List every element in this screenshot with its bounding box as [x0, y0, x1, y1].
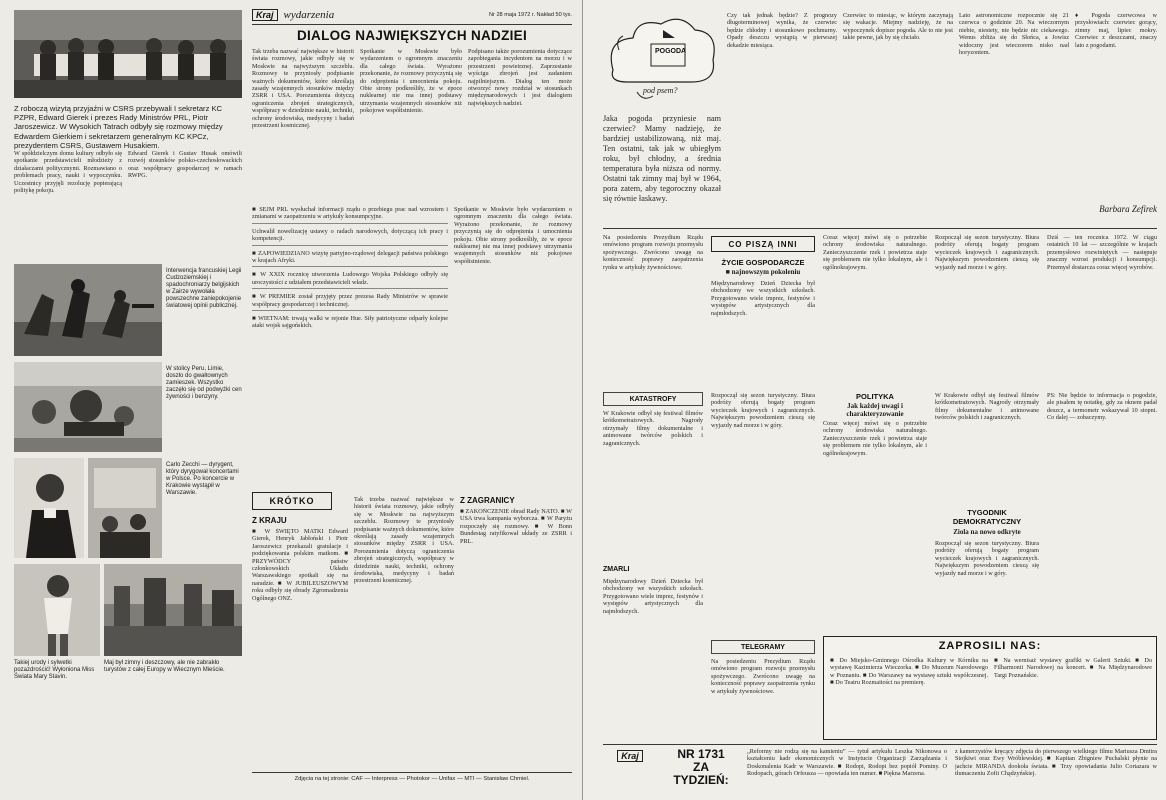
telegramy-text: Na posiedzeniu Prezydium Rządu omówiono program rozwoju przemysłu spożywczego. Zwrócono uwagę na konieczność poprawy zaopatrzenia rynku w artykuły żywnościowe.: [711, 658, 815, 695]
telegramy-title: TELEGRAMY: [741, 643, 785, 651]
col-b: Międzynarodowy Dzień Dziecka był obchodzony we wszystkich szkołach. Przygotowano wiele imprez, festynów i występów artystycznych dla najmłodszych.: [711, 280, 815, 317]
zmarli-title: ZMARLI: [603, 566, 630, 573]
z-kraju-title: Z KRAJU: [252, 516, 287, 525]
note-item: ■ SEJM PRL wysłuchał informacji rządu o przebiegu prac nad wzrostem i zmianami w zaopatrzeniu w artykuły konsumpcyjne.: [252, 206, 448, 224]
tygodnik-title: TYGODNIK DEMOKRATYCZNY: [952, 508, 1022, 526]
col-b2: Rozpoczął się sezon turystyczny. Biura podróży oferują bogaty program wycieczek krajowych i zagranicznych. Największym powodzeniem cieszą się wyjazdy nad morze i w góry.: [711, 392, 815, 429]
zaprosili-box: [823, 636, 1157, 740]
co-pisza-box: [711, 236, 815, 252]
caption-miss: Takiej urody i sylwetki pozazdrościć! Wyłoniona Miss Świata Mary Stavin.: [14, 660, 95, 680]
weather-badge-2: pod psem?: [643, 86, 678, 95]
masthead-date: Nr 28 maja 1972 r. Nakład 50 tys.: [488, 12, 572, 18]
krotko-text-col-2: Tak trzeba nazwać największe w historii świata rozmowy, jakie odbyły się w Moskwie na najwyższym szczeblu. Rozmowy te przyniosły podpisanie ważnych dokumentów, które określają zasady wzajemnych stosunków między ZSRR i USA. Porozumienia dotyczą ograniczenia zbrojeń strategicznych, współpracy w dziedzinie nauki, techniki, ochrony środowiska, medycyny i badań przestrzeni kosmicznej.: [354, 496, 454, 585]
co-pisza-title: CO PISZĄ INNI: [728, 239, 798, 249]
caption-zecchi: Carlo Zecchi — dyrygent, który dyrygował koncertami w Polsce. Po koncercie w Krakowie wystąpił w Warszawie.: [166, 462, 239, 496]
rome-photo: [104, 564, 242, 656]
zycie-sub: ■ najnowszym pokoleniu: [725, 268, 801, 276]
masthead-section: wydarzenia: [283, 9, 335, 21]
krotko-title: KRÓTKO: [269, 496, 315, 506]
telegramy-box: [711, 640, 815, 654]
zmarli-text: Międzynarodowy Dzień Dziecka był obchodzony we wszystkich szkołach. Przygotowano wiele imprez, festynów i występów artystycznych dla najmłodszych.: [603, 578, 703, 615]
right-narrow-column: Spotkanie w Moskwie było wydarzeniem o ogromnym znaczeniu dla całego świata. Wyrażono przekonanie, że rozmowy przyczynią się do odprężenia i umocnienia pokoju. Obie strony podkreśliły, że w epoce nuklearnej nie ma innej podstawy utrzymania wzajemnych stosunków niż pokojowe współistnienie.: [454, 206, 572, 265]
note-item: ■ W XXIX rocznicę utworzenia Ludowego Wojska Polskiego odbyły się uroczystości z udziałem przedstawicieli władz.: [252, 271, 448, 289]
note-item: ■ ZAPOWIEDZIANO wizytę partyjno-rządowej delegacji państwa polskiego w krajach Afryki.: [252, 250, 448, 268]
masthead: [252, 8, 572, 22]
col-d2: W Krakowie odbył się festiwal filmów krótkometrażowych. Nagrody otrzymały filmy dokumentalne i animowane twórców polskich i zagranicznych.: [935, 392, 1039, 422]
note-item: ■ WIETNAM: trwają walki w rejonie Hue. Siły patriotyczne odparły kolejne ataki wojsk sajgońskich.: [252, 315, 448, 330]
top-caption: Z roboczą wizytą przyjaźni w CSRS przebywali I sekretarz KC PZPR, Edward Gierek i prezes Rady Ministrów PRL, Piotr Jaroszewicz. W Wysokich Tatrach odbyły się rozmowy między Edwardem Gierkiem i sekretarzem generalnym KC KPCz, prezydentem CSRS, Gustawem Husakiem.: [14, 104, 223, 150]
right-page: [583, 0, 1166, 800]
col-a: Na posiedzeniu Prezydium Rządu omówiono program rozwoju przemysłu spożywczego. Zwrócono uwagę na konieczność poprawy zaopatrzenia rynku w artykuły żywnościowe.: [603, 234, 703, 271]
miss-world-photo: [14, 564, 100, 656]
peru-photo: [14, 362, 162, 452]
zagranica-text: ■ ZAKOŃCZENIE obrad Rady NATO. ■ W USA trwa kampania wyborcza. ■ W Paryżu rozpoczęły się rozmowy. ■ W Bonn Bundestag ratyfikował układy ze ZSRR i PRL.: [460, 508, 572, 545]
polityka-title: POLITYKA: [856, 392, 894, 401]
zaprosili-title: ZAPROSILI NAS:: [938, 640, 1042, 652]
issue-number-block: [661, 748, 741, 796]
katastrofy-box: [603, 392, 703, 406]
side-text-2: Edward Gierek i Gustav Husak omówili rozwój stosunków polsko-czechosłowackich oraz współpracy gospodarczej w ramach RWPG.: [128, 150, 242, 180]
katastrofy-text: W Krakowie odbył się festiwal filmów krótkometrażowych. Nagrody otrzymały filmy dokumentalne i animowane twórców polskich i zagranicznych.: [603, 410, 703, 447]
side-text-1: W spółdzielczym domu kultury odbyło się spotkanie przedstawicieli młodzieży z działaczami politycznymi. Rozmawiano o problemach pracy, nauki i wypoczynku. Uczestnicy przyjęli rezolucję popierającą politykę pokoju.: [14, 150, 122, 195]
weather-col-3: Czerwiec to miesiąc, w którym zaczynają się wakacje. Miejmy nadzieję, że na wypoczynek dopisze pogoda. Ale to nie jest takie pewne, jak by się chciało.: [843, 12, 953, 42]
zaprosili-text-1: ■ Do Miejsko-Gminnego Ośrodka Kultury w Kórniku na wystawę Kazimierza Wieczorka. ■ Do Muzeum Narodowego w Poznaniu. ■ Do Warszawy na wystawę sztuki współczesnej. ■ Do Teatru Rozmaitości na premierę.: [830, 657, 988, 687]
caption-rome: Maj był zimny i deszczowy, ale nie zabrakło turystów z całej Europy w Wiecznym Mieście.: [104, 660, 225, 673]
krotko-box: [252, 492, 332, 510]
bottom-rule-right: [603, 744, 1157, 745]
note-item: ■ W PREMIER został przyjęty przez prezesa Rady Ministrów w sprawie współpracy gospodarczej i technicznej.: [252, 293, 448, 311]
katastrofy-title: KATASTROFY: [629, 395, 677, 403]
weather-illustration: [603, 10, 721, 110]
audience-photo: [88, 458, 162, 558]
kraj-logo-block: [603, 750, 657, 792]
weather-intro: Jaka pogoda przyniesie nam czerwiec? Mamy nadzieję, że bardziej ustabilizowaną, niż maj. Ten ostatni, tak jak w ubiegłym roku, był chłodny, a średnia temperatura była niższa od normy. Ostatni tak zimny maj był w 1964, pora zatem, aby tegoroczny okazał się równie łaskawy.: [603, 114, 721, 203]
bottom-rule: [252, 772, 572, 773]
kraj-logo: Kraj: [617, 750, 643, 762]
weather-badge-1: POGODA: [655, 48, 687, 55]
weather-col-4: Lato astronomiczne rozpocznie się 21 czerwca o godzinie 20. Na wieczornym niebie, niestety, nie będzie nic ciekawego. Wenus zbliża się do Słońca, a Jowisz widoczny jest wieczorem nisko nad horyzontem.: [959, 12, 1069, 57]
soldiers-photo: [14, 264, 162, 356]
zycie-title: ŻYCIE GOSPODARCZE: [721, 258, 805, 267]
tygodnik-text: Rozpoczął się sezon turystyczny. Biura podróży oferują bogaty program wycieczek krajowych i zagranicznych. Największym powodzeniem cieszą się wyjazdy nad morze i w góry.: [935, 540, 1039, 577]
notes-list: [252, 206, 448, 486]
col-far: Dziś — ten rocznica 1972. W ciągu ostatnich 10 lat — szczególnie w krajach przemysłowo rozwiniętych — następuje znaczny wzrost produkcji i konsumpcji. Przemysł dostarcza coraz więcej wyrobów.: [1047, 234, 1157, 271]
z-zagranicy-title: Z ZAGRANICY: [460, 496, 515, 505]
note-item: Uchwalił nowelizację ustawy o radach narodowych, dotyczącą ich pracy i kompetencji.: [252, 228, 448, 246]
weather-col-2: Czy tak jednak będzie? Z prognozy długoterminowej wynika, że czerwiec będzie chłodny i stosunkowo pochmurny. Opady deszczu wystąpią w pierwszej dekadzie miesiąca.: [727, 12, 837, 49]
col-c: Coraz więcej mówi się o potrzebie ochrony środowiska naturalnego. Zanieczyszczenie rzek i powietrza staje się problemem nie tylko lokalnym, ale i ogólnokrajowym.: [823, 234, 927, 271]
caption-peru: W stolicy Peru, Limie, doszło do gwałtownych zamieszek. Wszystko zaczęło się od podwyżki cen żywności i benzyny.: [166, 366, 242, 400]
col-d: Rozpoczął się sezon turystyczny. Biura podróży oferują bogaty program wycieczek krajowych i zagranicznych. Największym powodzeniem cieszą się wyjazdy nad morze i w góry.: [935, 234, 1039, 271]
weather-note: ♦ Pogoda czerwcowa w przysłowiach: czerwiec gorący, zimny maj, lipiec mokry. Czerwiec z deszczami, znaczy lato z pogodami.: [1075, 12, 1157, 49]
issue-contents-1: „Reformy nie rodzą się na kamieniu” — tytuł artykułu Leszka Nikonowa o kształceniu kadr ekonomicznych w Instytucie Organizacji Zarządzania i Doskonalenia Kadr w Warszawie. ■ Rodopi, Rodopi bez popiół Pominy. O Rodopach, górach Orfeusza — opowiada ten numer. ■ Piękna Marzena.: [747, 748, 947, 778]
polityka-text: Coraz więcej mówi się o potrzebie ochrony środowiska naturalnego. Zanieczyszczenie rzek i powietrza staje się problemem nie tylko lokalnym, ale i ogólnokrajowym.: [823, 420, 927, 457]
caption-interwencja: Interwencja francuskiej Legii Cudzoziemskiej i spadochroniarzy belgijskich w Zairze wywołała powszechne zaniepokojenie światowej opinii publicznej.: [166, 268, 242, 309]
masthead-rule: [252, 24, 572, 25]
weather-rule: [603, 228, 1157, 229]
dialog-title: DIALOG NAJWIĘKSZYCH NADZIEI: [296, 28, 528, 43]
issue-contents-2: z kamerzystów kręcący zdjęcia do pierwszego wielkiego filmu Mariusza Dmitra Stojkiwi oraz Ewy Wróblewskiej. ■ Kapitan Zbigniew Puchalski płynie na jachcie MIRANDA dookoła świata. ■ Trzy opowiadania Julio Cortazara w tłumaczeniu Zofii Chądzyńskiej.: [955, 748, 1157, 778]
polityka-sub: Jak każdej uwagi i charakteryzowanie: [846, 402, 904, 418]
dialog-col-3: Podpisano także porozumienia dotyczące zapobiegania incydentom na morzu i w przestrzeni powietrznej. Zaprzestanie wyścigu zbrojeń jest zadaniem najpilniejszym. Dialog ten może otworzyć nowy rozdział w stosunkach międzynarodowych i jest dialogiem największych nadziei.: [468, 48, 572, 107]
zaprosili-text-2: ■ Na wernisaż wystawy grafiki w Galerii Sztuki. ■ Do Filharmonii Narodowej na koncert. ■ Na Międzynarodowe Targi Poznańskie.: [994, 657, 1152, 679]
issue-tydzien: TYDZIEŃ:: [673, 773, 729, 787]
author-signature: Barbara Zefirek: [1099, 204, 1157, 214]
dialog-col-1: Tak trzeba nazwać największe w historii świata rozmowy, jakie odbyły się w Moskwie na najwyższym szczeblu. Rozmowy te przyniosły podpisanie ważnych dokumentów, które określają zasady wzajemnych stosunków między ZSRR i USA. Porozumienia dotyczą ograniczenia zbrojeń strategicznych, współpracy w dziedzinie nauki, techniki, ochrony środowiska, medycyny i badań przestrzeni kosmicznej.: [252, 48, 354, 130]
meeting-photo: [14, 10, 242, 98]
zecchi-photo: [14, 458, 84, 558]
krotko-text-col-1: ■ W ŚWIĘTO MATKI Edward Gierek, Henryk Jabłoński i Piotr Jaroszewicz przekazali gratulacje i podziękowania polskim matkom. ■ PRZYWÓDCY państw członkowskich Układu Warszawskiego spotkali się na naradzie. ■ W JUBILEUSZOWYM roku odbyły się obrady Zgromadzenia Ogólnego ONZ.: [252, 528, 348, 602]
issue-number: NR 1731: [677, 747, 725, 761]
issue-za: ZA: [693, 760, 709, 774]
masthead-logo: Kraj: [252, 9, 278, 21]
col-far2: PS: Nie będzie to informacja o pogodzie, ale pisałem tę notatkę, gdy za oknem padał deszcz, a termometr wskazywał 10 stopni. Co dalej — zobaczymy.: [1047, 392, 1157, 422]
dialog-col-2: Spotkanie w Moskwie było wydarzeniem o ogromnym znaczeniu dla całego świata. Wyrażono przekonanie, że rozmowy przyczynią się do odprężenia i umocnienia pokoju. Obie strony podkreśliły, że w epoce nuklearnej nie ma innej podstawy utrzymania wzajemnych stosunków niż pokojowe współistnienie.: [360, 48, 462, 115]
tygodnik-sub: Ziola na nowo odkryte: [953, 528, 1021, 536]
photo-credit: Zdjęcia na tej stronie: CAF — Interpress — Photokor — Unifax — MTI — Stanisław Chmiel.: [294, 776, 530, 782]
